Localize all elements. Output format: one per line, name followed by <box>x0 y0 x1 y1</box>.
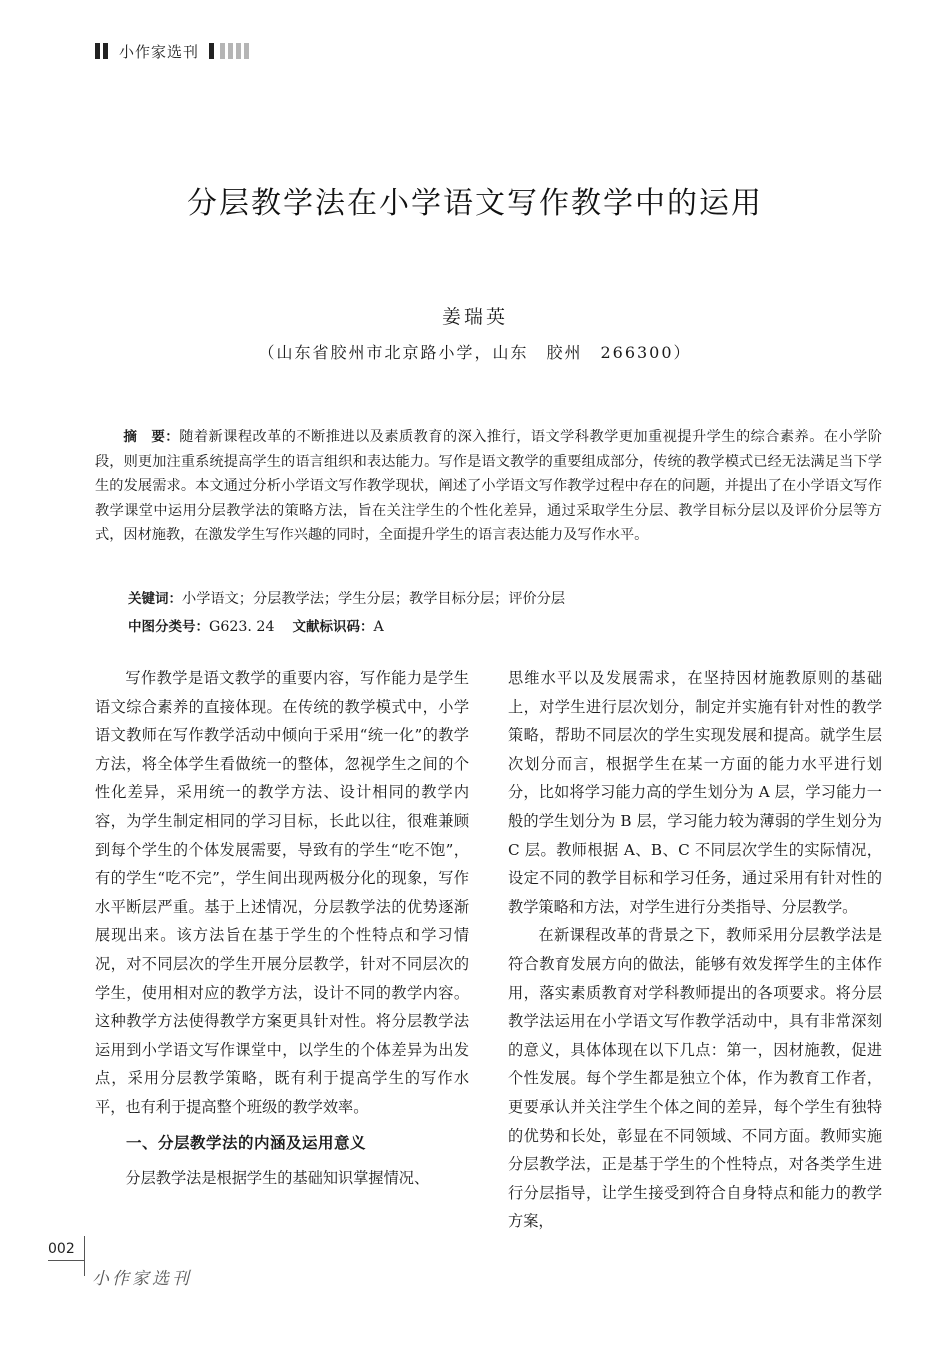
abstract-label: 摘 要： <box>123 429 180 445</box>
header-bar-mark <box>209 43 214 59</box>
body-paragraph: 思维水平以及发展需求，在坚持因材施教原则的基础上，对学生进行层次划分，制定并实施有针对性的教学策略，帮助不同层次的学生实现发展和提高。就学生层次划分而言，根据学生在某一方面的能力水平进行划分，比如将学习能力高的学生划分为 A 层，学习能力一般的学生划分为 B 层，学习能力较为薄弱的学生划分为 C 层。教师根据 A、B、C 不同层次学生的实际情况，设定不同的教学目标和学习任务，通过采用有针对性的教学策略和方法，对学生进行分类指导、分层教学。 <box>508 669 882 916</box>
running-header <box>95 40 249 62</box>
article-title: 分层教学法在小学语文写作教学中的运用 <box>187 186 763 221</box>
author-affiliation: （山东省胶州市北京路小学，山东 胶州 266300） <box>258 343 692 362</box>
footer-rule-vertical <box>84 1236 85 1276</box>
keywords-text: 小学语文；分层教学法；学生分层；教学目标分层；评价分层 <box>182 591 566 607</box>
body-paragraph: 在新课程改革的背景之下，教师采用分层教学法是符合教育发展方向的做法，能够有效发挥学生的主体作用，落实素质教育对学科教师提出的各项要求。将分层教学法运用在小学语文写作教学活动中，具有非常深刻的意义，具体体现在以下几点：第一，因材施教，促进个性发展。每个学生都是独立个体，作为教育工作者，更要承认并关注学生个体之间的差异，每个学生有独特的优势和长处，彰显在不同领域、不同方面。教师实施分层教学法，正是基于学生的个性特点，对各类学生进行分层指导，让学生接受到符合自身特点和能力的教学方案， <box>508 926 882 1231</box>
body-column-right <box>508 664 882 1236</box>
body-paragraph: 写作教学是语文教学的重要内容，写作能力是学生语文综合素养的直接体现。在传统的教学模式中，小学语文教师在写作教学活动中倾向于采用“统一化”的教学方法，将全体学生看做统一的整体，忽视学生之间的个性化差异，采用统一的教学方法、设计相同的教学内容，为学生制定相同的学习目标，长此以往，很难兼顾到每个学生的个体发展需要，导致有的学生“吃不饱”，有的学生“吃不完”，学生间出现两极分化的现象，写作水平断层严重。基于上述情况，分层教学法的优势逐渐展现出来。该方法旨在基于学生的个性特点和学习情况，对不同层次的学生开展分层教学，针对不同层次的学生，使用相对应的教学方法，设计不同的教学内容。这种教学方法使得教学方案更具针对性。将分层教学法运用到小学语文写作课堂中，以学生的个体差异为出发点，采用分层教学策略，既有利于提高学生的写作水平，也有利于提高整个班级的教学效率。 <box>95 669 469 1116</box>
keywords-label: 关键词： <box>128 591 182 607</box>
header-bar-mark <box>244 43 249 59</box>
header-bar-mark <box>220 43 225 59</box>
header-bar-mark <box>228 43 233 59</box>
header-bar-mark <box>95 43 100 59</box>
keywords <box>128 587 565 608</box>
abstract-text: 随着新课程改革的不断推进以及素质教育的深入推行，语文学科教学更加重视提升学生的综合素养。在小学阶段，则更加注重系统提高学生的语言组织和表达能力。写作是语文教学的重要组成部分，传统的教学模式已经无法满足当下学生的发展需求。本文通过分析小学语文写作教学现状，阐述了小学语文写作教学过程中存在的问题，并提出了在小学语文写作教学课堂中运用分层教学法的策略方法，旨在关注学生的个性化差异，通过采取学生分层、教学目标分层以及评价分层等方式，因材施教，在激发学生写作兴趣的同时，全面提升学生的语言表达能力及写作水平。 <box>95 429 882 543</box>
clc-label: 中图分类号： <box>128 619 209 635</box>
journal-logo: 小作家选刊 <box>92 1269 192 1289</box>
clc-value: G623. 24 <box>209 619 275 635</box>
body-column-left <box>95 664 469 1193</box>
author-name: 姜瑞英 <box>441 306 508 328</box>
doc-code-value: A <box>373 619 384 635</box>
journal-name: 小作家选刊 <box>119 42 200 61</box>
classification-line <box>128 615 384 635</box>
footer-rule-horizontal <box>48 1260 85 1261</box>
header-bar-mark <box>103 43 108 59</box>
header-bar-mark <box>236 43 241 59</box>
abstract <box>95 425 882 548</box>
body-paragraph: 分层教学法是根据学生的基础知识掌握情况、 <box>125 1169 430 1188</box>
page-number: 002 <box>48 1241 75 1257</box>
section-heading: 一、分层教学法的内涵及运用意义 <box>126 1133 367 1152</box>
doc-code-label: 文献标识码： <box>292 619 374 635</box>
